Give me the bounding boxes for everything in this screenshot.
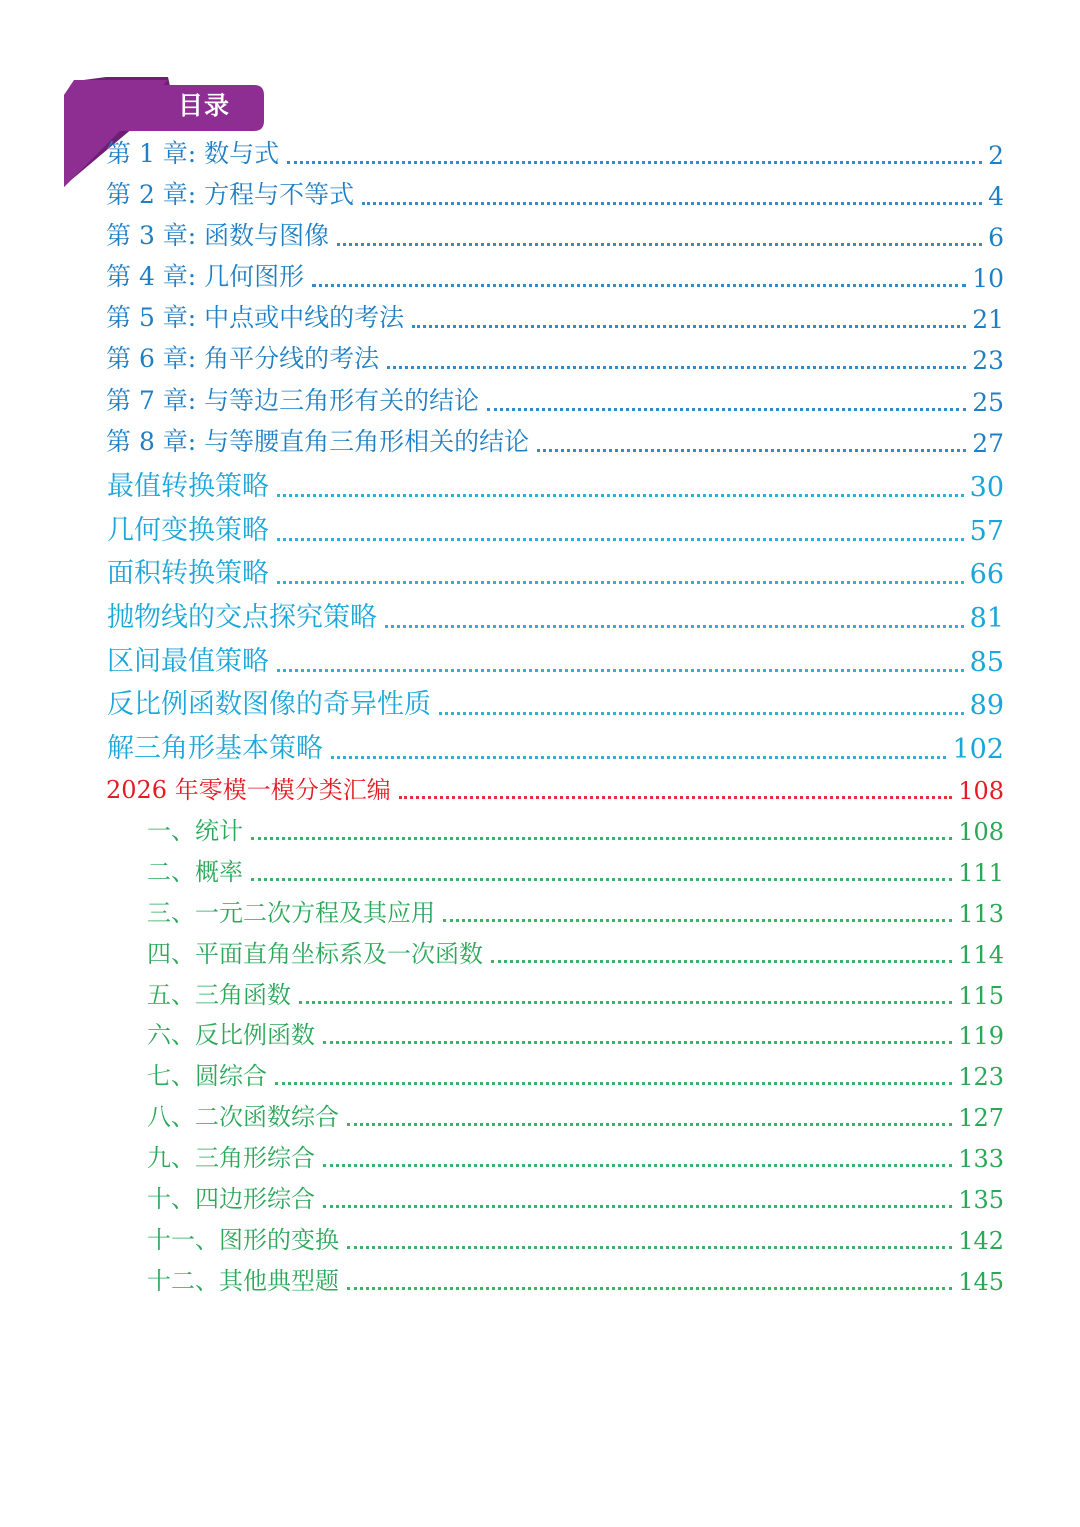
dot-leader [251, 837, 952, 840]
strategy-entry-label: 解三角形基本策略 [107, 733, 323, 764]
dot-leader [287, 161, 982, 164]
strategy-entry[interactable] [107, 683, 1004, 721]
chapter-entry-label: 第 6 章: 角平分线的考法 [106, 344, 380, 373]
dot-leader [299, 1001, 952, 1004]
chapter-entry-label: 第 7 章: 与等边三角形有关的结论 [106, 386, 480, 415]
section-entry-page-number: 135 [958, 1186, 1004, 1214]
chapter-entry[interactable] [106, 218, 1004, 252]
chapter-entry[interactable] [106, 300, 1004, 334]
section-entry-label: 十二、其他典型题 [147, 1267, 339, 1295]
chapter-entry-page-number: 27 [972, 429, 1004, 458]
section-entry-label: 十、四边形综合 [147, 1185, 315, 1213]
chapter-entry[interactable] [106, 341, 1004, 375]
strategy-entry-page-number: 85 [969, 647, 1004, 678]
section-entry[interactable] [147, 853, 1004, 887]
dot-leader [537, 449, 966, 452]
dot-leader [443, 919, 952, 922]
section-entry[interactable] [147, 1139, 1004, 1173]
section-entry-page-number: 114 [958, 941, 1004, 969]
strategy-entry-page-number: 57 [969, 516, 1004, 547]
section-entry-label: 十一、图形的变换 [147, 1226, 339, 1254]
dot-leader [347, 1246, 952, 1249]
section-entry-page-number: 142 [958, 1227, 1004, 1255]
dot-leader [491, 960, 952, 963]
strategy-entry[interactable] [107, 727, 1004, 765]
special-entry-label: 2026 年零模一模分类汇编 [106, 776, 391, 804]
section-entry-page-number: 113 [958, 900, 1004, 928]
section-entry[interactable] [147, 1057, 1004, 1091]
strategy-entry[interactable] [107, 465, 1004, 503]
strategy-entry[interactable] [107, 640, 1004, 678]
dot-leader [399, 796, 952, 799]
chapter-entry-label: 第 2 章: 方程与不等式 [106, 180, 355, 209]
dot-leader [487, 408, 966, 411]
section-entry[interactable] [147, 1098, 1004, 1132]
strategy-entry[interactable] [107, 596, 1004, 634]
chapter-entry[interactable] [106, 424, 1004, 458]
strategy-entry-page-number: 102 [952, 734, 1004, 765]
chapter-entry-label: 第 8 章: 与等腰直角三角形相关的结论 [106, 427, 530, 456]
chapter-entry-label: 第 4 章: 几何图形 [106, 262, 305, 291]
strategy-entry-label: 最值转换策略 [107, 471, 269, 502]
dot-leader [323, 1164, 952, 1167]
strategy-entry-page-number: 66 [969, 559, 1004, 590]
section-entry-label: 三、一元二次方程及其应用 [147, 899, 435, 927]
section-entry[interactable] [147, 1180, 1004, 1214]
section-entry[interactable] [147, 812, 1004, 846]
chapter-entry[interactable] [106, 177, 1004, 211]
section-entry-page-number: 115 [958, 982, 1004, 1010]
chapter-entry-page-number: 10 [972, 264, 1004, 293]
strategy-entry-label: 面积转换策略 [107, 558, 269, 589]
section-entry-label: 一、统计 [147, 817, 243, 845]
dot-leader [337, 243, 982, 246]
chapter-entry[interactable] [106, 259, 1004, 293]
chapter-entry[interactable] [106, 383, 1004, 417]
dot-leader [277, 494, 964, 497]
dot-leader [385, 625, 964, 628]
strategy-entry-page-number: 30 [969, 472, 1004, 503]
section-entry[interactable] [147, 894, 1004, 928]
dot-leader [277, 581, 964, 584]
section-entry-page-number: 133 [958, 1145, 1004, 1173]
strategy-entry[interactable] [107, 509, 1004, 547]
section-entry-page-number: 108 [958, 818, 1004, 846]
section-entry-label: 九、三角形综合 [147, 1144, 315, 1172]
strategy-entry-label: 区间最值策略 [107, 646, 269, 677]
section-entry[interactable] [147, 1262, 1004, 1296]
chapter-entry-page-number: 23 [972, 346, 1004, 375]
dot-leader [387, 366, 966, 369]
toc-title: 目录 [178, 91, 231, 120]
section-entry-label: 五、三角函数 [147, 981, 291, 1009]
section-entry[interactable] [147, 935, 1004, 969]
section-entry-label: 七、圆综合 [147, 1062, 267, 1090]
chapter-entry-page-number: 25 [972, 388, 1004, 417]
strategy-entry-page-number: 81 [969, 603, 1004, 634]
section-entry-page-number: 119 [958, 1022, 1004, 1050]
chapter-entry-label: 第 5 章: 中点或中线的考法 [106, 303, 405, 332]
strategy-entry-page-number: 89 [969, 690, 1004, 721]
dot-leader [323, 1205, 952, 1208]
strategy-entry-label: 反比例函数图像的奇异性质 [107, 689, 431, 720]
dot-leader [251, 878, 952, 881]
chapter-entry[interactable] [106, 136, 1004, 170]
chapter-entry-label: 第 1 章: 数与式 [106, 139, 280, 168]
special-entry-page-number: 108 [958, 777, 1004, 805]
dot-leader [439, 712, 964, 715]
special-entry[interactable] [106, 771, 1004, 805]
section-entry-label: 六、反比例函数 [147, 1021, 315, 1049]
chapter-entry-label: 第 3 章: 函数与图像 [106, 221, 330, 250]
section-entry[interactable] [147, 976, 1004, 1010]
dot-leader [277, 669, 964, 672]
dot-leader [312, 284, 966, 287]
dot-leader [362, 202, 982, 205]
strategy-entry-label: 抛物线的交点探究策略 [107, 602, 377, 633]
section-entry-label: 四、平面直角坐标系及一次函数 [147, 940, 483, 968]
section-entry-label: 二、概率 [147, 858, 243, 886]
section-entry-page-number: 127 [958, 1104, 1004, 1132]
section-entry-page-number: 145 [958, 1268, 1004, 1296]
dot-leader [412, 325, 966, 328]
dot-leader [347, 1123, 952, 1126]
section-entry-page-number: 123 [958, 1063, 1004, 1091]
strategy-entry[interactable] [107, 552, 1004, 590]
section-entry[interactable] [147, 1016, 1004, 1050]
section-entry[interactable] [147, 1221, 1004, 1255]
chapter-entry-page-number: 21 [972, 305, 1004, 334]
section-entry-label: 八、二次函数综合 [147, 1103, 339, 1131]
dot-leader [331, 756, 946, 759]
chapter-entry-page-number: 4 [988, 182, 1004, 211]
dot-leader [323, 1041, 952, 1044]
dot-leader [277, 538, 964, 541]
chapter-entry-page-number: 2 [988, 141, 1004, 170]
chapter-entry-page-number: 6 [988, 223, 1004, 252]
section-entry-page-number: 111 [958, 859, 1004, 887]
dot-leader [347, 1287, 952, 1290]
strategy-entry-label: 几何变换策略 [107, 515, 269, 546]
dot-leader [275, 1082, 952, 1085]
